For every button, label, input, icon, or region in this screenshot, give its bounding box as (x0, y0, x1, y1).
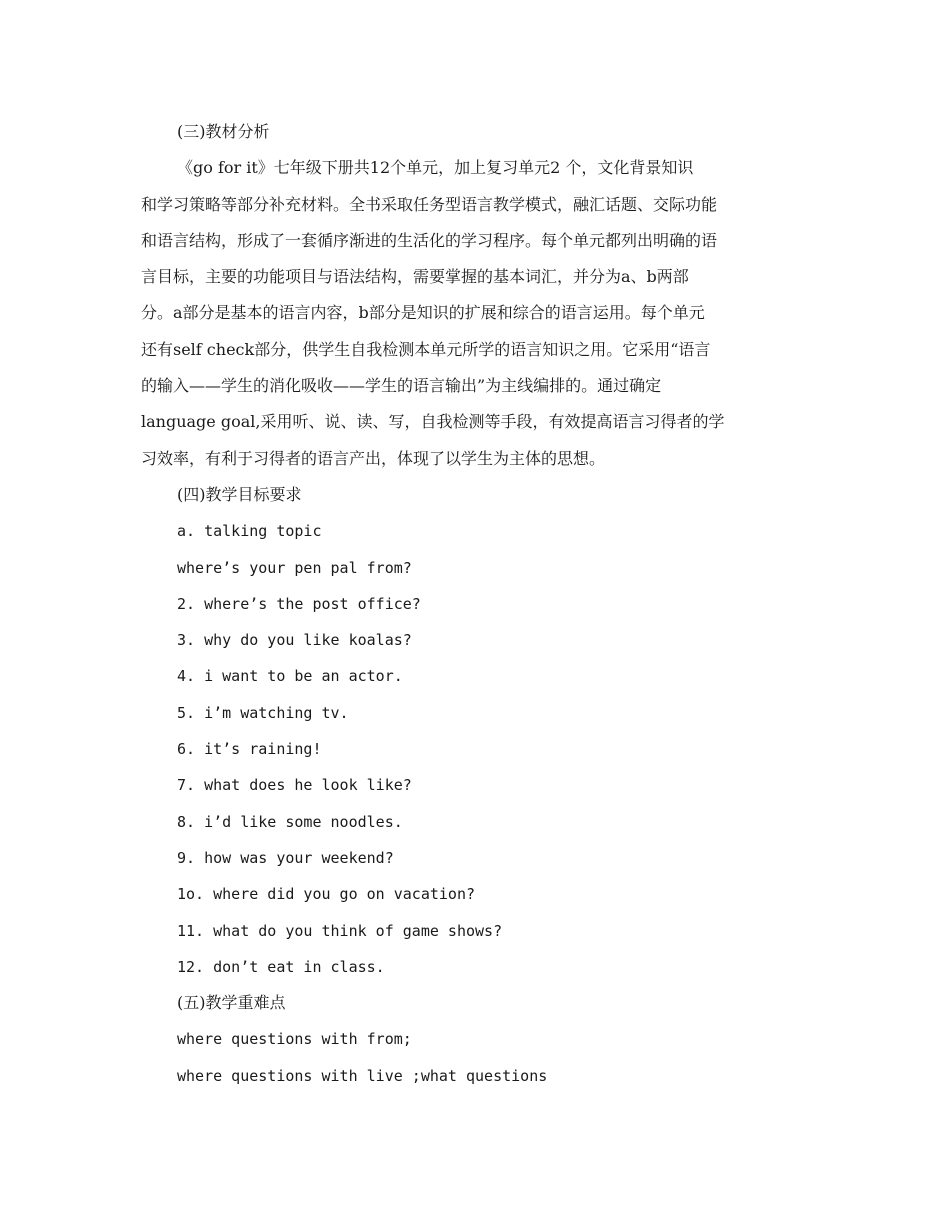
list-item: 12. don’t eat in class. (177, 957, 385, 976)
paragraph-line: 言目标，主要的功能项目与语法结构，需要掌握的基本词汇，并分为a、b两部 (141, 267, 689, 287)
paragraph-line: 和学习策略等部分补充材料。全书采取任务型语言教学模式，融汇话题、交际功能 (141, 194, 718, 214)
list-item: a. talking topic (177, 522, 322, 541)
paragraph-line: 的输入——学生的消化吸收——学生的语言输出”为主线编排的。通过确定 (141, 376, 662, 396)
list-item: 9. how was your weekend? (177, 848, 394, 867)
list-item: 4. i want to be an actor. (177, 667, 403, 686)
section-heading-key-difficulties: (五)教学重难点 (177, 993, 286, 1013)
paragraph-line: 习效率，有利于习得者的语言产出，体现了以学生为主体的思想。 (141, 448, 606, 468)
list-item: where questions with live ;what questions (177, 1066, 548, 1085)
list-item: 1o. where did you go on vacation? (177, 885, 476, 904)
list-item: 7. what does he look like? (177, 776, 412, 795)
paragraph-line: 《go for it》七年级下册共12个单元，加上复习单元2 个，文化背景知识 (177, 158, 694, 178)
paragraph-line: language goal,采用听、说、读、写，自我检测等手段，有效提高语言习得者的学 (141, 412, 725, 432)
list-item: 8. i’d like some noodles. (177, 812, 403, 831)
list-item: 2. where’s the post office? (177, 594, 421, 613)
paragraph-line: 和语言结构，形成了一套循序渐进的生活化的学习程序。每个单元都列出明确的语 (141, 230, 718, 250)
paragraph-line: 还有self check部分，供学生自我检测本单元所学的语言知识之用。它采用“语言 (141, 339, 711, 359)
list-item: 6. it’s raining! (177, 740, 322, 759)
list-item: where questions with from; (177, 1030, 412, 1049)
document-body (141, 114, 813, 1094)
list-item: where’s your pen pal from? (177, 558, 412, 577)
list-item: 5. i’m watching tv. (177, 703, 349, 722)
list-item: 11. what do you think of game shows? (177, 921, 503, 940)
list-item: 3. why do you like koalas? (177, 631, 412, 650)
section-heading-textbook-analysis: (三)教材分析 (177, 122, 270, 141)
paragraph-line: 分。a部分是基本的语言内容，b部分是知识的扩展和综合的语言运用。每个单元 (141, 303, 705, 323)
section-heading-teaching-goals: (四)教学目标要求 (177, 484, 302, 504)
